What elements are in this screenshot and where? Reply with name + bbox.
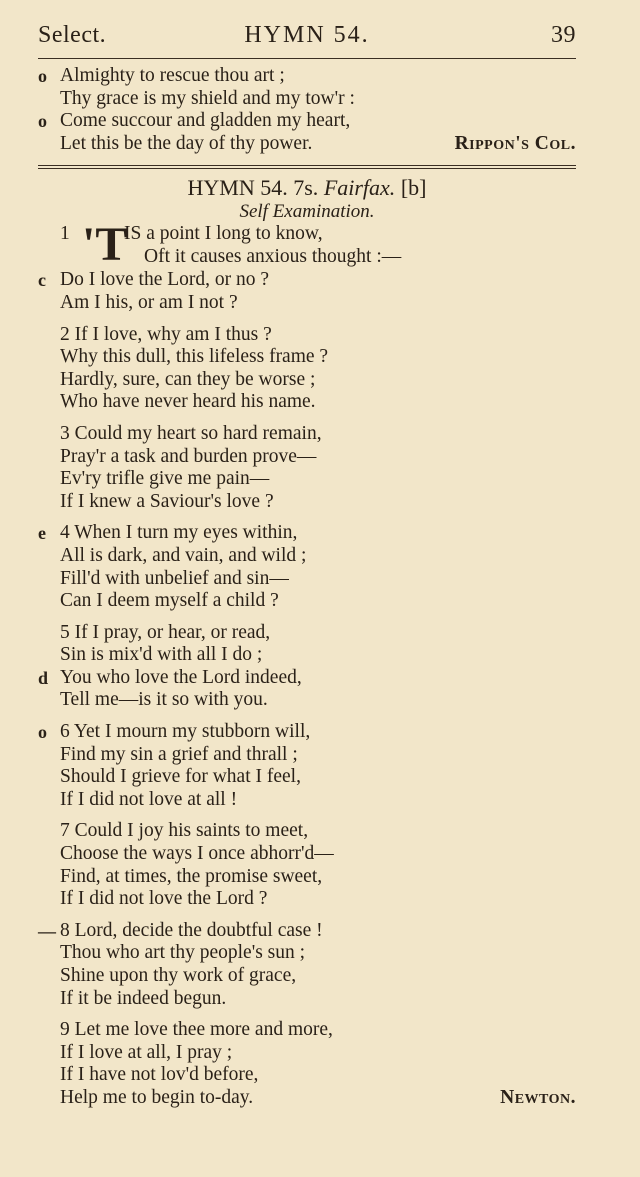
verse-text: 4 When I turn my eyes within,: [60, 522, 298, 544]
stanza-gap: [38, 513, 576, 522]
stanza-gap: [38, 712, 576, 721]
verse-text: 6 Yet I mourn my stubborn will,: [60, 721, 311, 743]
verse-line: Oft it causes anxious thought :—: [144, 246, 402, 268]
stanza-gap: [38, 811, 576, 820]
verse-text: Who have never heard his name.: [60, 391, 316, 413]
verse-text: You who love the Lord indeed,: [60, 666, 302, 688]
dynamic-mark: d: [38, 667, 49, 688]
verse-line: [38, 65, 576, 88]
verse-line: [38, 491, 576, 514]
hymn-subtitle: Self Examination.: [239, 201, 375, 223]
running-header: [38, 22, 576, 54]
verse-line: [38, 721, 576, 744]
dynamic-mark: c: [38, 270, 46, 291]
verse-text: Am I his, or am I not ?: [60, 291, 238, 313]
stanza-gap: [38, 315, 576, 324]
verse-text: Almighty to rescue thou art ;: [60, 65, 285, 86]
verse-line: [38, 1064, 576, 1087]
verse-text: Do I love the Lord, or no ?: [60, 269, 270, 291]
running-title: HYMN 54.: [244, 22, 370, 48]
hymn-divider: [38, 165, 576, 169]
verse-line: [38, 1087, 576, 1110]
verse-line: [38, 545, 576, 568]
verse-line: [38, 942, 576, 965]
verse-text: 5 If I pray, or hear, or read,: [60, 621, 271, 643]
verse-text: If I did not love the Lord ?: [60, 888, 268, 910]
attribution: Newton.: [500, 1086, 576, 1108]
verse-text: Sin is mix'd with all I do ;: [60, 644, 263, 666]
verse-line: [38, 292, 576, 315]
tune-name: Fairfax.: [323, 175, 396, 201]
stanza: [38, 622, 576, 712]
verse-text: Shine upon thy work of grace,: [60, 965, 297, 986]
verse-line: [38, 1019, 576, 1042]
verse-line: [38, 369, 576, 392]
verse-text: Help me to begin to-day.: [60, 1086, 254, 1108]
verse-line: [38, 391, 576, 414]
verse-text: Let this be the day of thy power.: [60, 132, 313, 154]
verse-text: Should I grieve for what I feel,: [60, 766, 301, 788]
verse-text: 7 Could I joy his saints to meet,: [60, 820, 309, 842]
previous-hymn-ending: [38, 65, 576, 155]
stanza-gap: [38, 911, 576, 920]
verse-line: [38, 622, 576, 645]
first-stanza-rest: [38, 269, 576, 314]
verse-line: [38, 744, 576, 767]
stanzas: [38, 315, 576, 1110]
verse-line: [38, 866, 576, 889]
verse-text: Tell me—is it so with you.: [60, 689, 268, 711]
verse-text: If I knew a Saviour's love ?: [60, 490, 274, 512]
stanza: [38, 1019, 576, 1109]
section-label: Select.: [38, 22, 107, 48]
verse-line: [38, 468, 576, 491]
verse-line: [38, 423, 576, 446]
dynamic-mark: o: [38, 66, 47, 86]
stanza-gap: [38, 613, 576, 622]
stanza: [38, 324, 576, 414]
verse-line: [38, 346, 576, 369]
first-stanza-opening: [38, 218, 576, 272]
verse-text: Choose the ways I once abhorr'd—: [60, 843, 334, 865]
verse-text: Hardly, sure, can they be worse ;: [60, 368, 316, 390]
hymn-heading: [38, 175, 576, 201]
verse-line: [38, 988, 576, 1011]
verse-text: 9 Let me love thee more and more,: [60, 1019, 333, 1041]
drop-cap: 'T: [82, 218, 128, 272]
verse-line: [38, 667, 576, 690]
stanza: [38, 522, 576, 612]
verse-text: All is dark, and vain, and wild ;: [60, 544, 307, 566]
verse-text: Come succour and gladden my heart,: [60, 110, 351, 132]
dynamic-mark: o: [38, 111, 47, 132]
verse-line: [38, 820, 576, 843]
verse-line: [38, 446, 576, 469]
verse-line: [38, 644, 576, 667]
stanza-number: 1: [60, 223, 70, 245]
verse-line: [38, 88, 576, 111]
dynamic-mark: —: [38, 920, 56, 941]
verse-text: Thy grace is my shield and my tow'r :: [60, 87, 355, 109]
stanza: [38, 920, 576, 1010]
verse-line: [38, 888, 576, 911]
verse-line: [38, 590, 576, 613]
verse-text: 3 Could my heart so hard remain,: [60, 422, 322, 444]
verse-line: [38, 133, 576, 156]
attribution: Rippon's Col.: [454, 132, 576, 154]
verse-line: [38, 522, 576, 545]
verse-text: 2 If I love, why am I thus ?: [60, 323, 272, 345]
stanza-gap: [38, 414, 576, 423]
verse-line: [38, 843, 576, 866]
verse-line: [38, 324, 576, 347]
verse-line: [38, 766, 576, 789]
stanza: [38, 423, 576, 513]
verse-line: [38, 1042, 576, 1065]
hymn-meter: 7s.: [293, 175, 319, 201]
verse-line: [38, 269, 576, 292]
verse-line: [38, 920, 576, 943]
verse-line: [38, 965, 576, 988]
verse-text: If I love at all, I pray ;: [60, 1041, 233, 1063]
verse-line: [38, 689, 576, 712]
verse-text: Why this dull, this lifeless frame ?: [60, 346, 329, 368]
stanza: [38, 721, 576, 811]
stanza: [38, 820, 576, 910]
verse-text: Pray'r a task and burden prove—: [60, 445, 317, 467]
verse-text: Find, at times, the promise sweet,: [60, 865, 323, 887]
page-number: 39: [551, 22, 576, 48]
verse-line: [38, 110, 576, 133]
verse-text: 8 Lord, decide the doubtful case !: [60, 919, 323, 941]
verse-text: Find my sin a grief and thrall ;: [60, 743, 298, 765]
verse-text: If I did not love at all !: [60, 788, 238, 810]
dynamic-mark: o: [38, 722, 47, 743]
header-rule: [38, 58, 576, 59]
verse-line: [38, 789, 576, 812]
verse-text: If I have not lov'd before,: [60, 1064, 259, 1086]
stanza-gap: [38, 1010, 576, 1019]
verse-line: IS a point I long to know,: [124, 223, 323, 245]
hymn-number: HYMN 54.: [187, 175, 288, 201]
verse-line: [38, 568, 576, 591]
verse-text: Ev'ry trifle give me pain—: [60, 468, 270, 490]
dynamic-mark: e: [38, 523, 46, 544]
verse-text: Can I deem myself a child ?: [60, 590, 279, 612]
verse-text: If it be indeed begun.: [60, 987, 227, 1009]
key-mark: [b]: [400, 175, 427, 201]
verse-text: Thou who art thy people's sun ;: [60, 942, 306, 964]
verse-text: Fill'd with unbelief and sin—: [60, 567, 289, 589]
